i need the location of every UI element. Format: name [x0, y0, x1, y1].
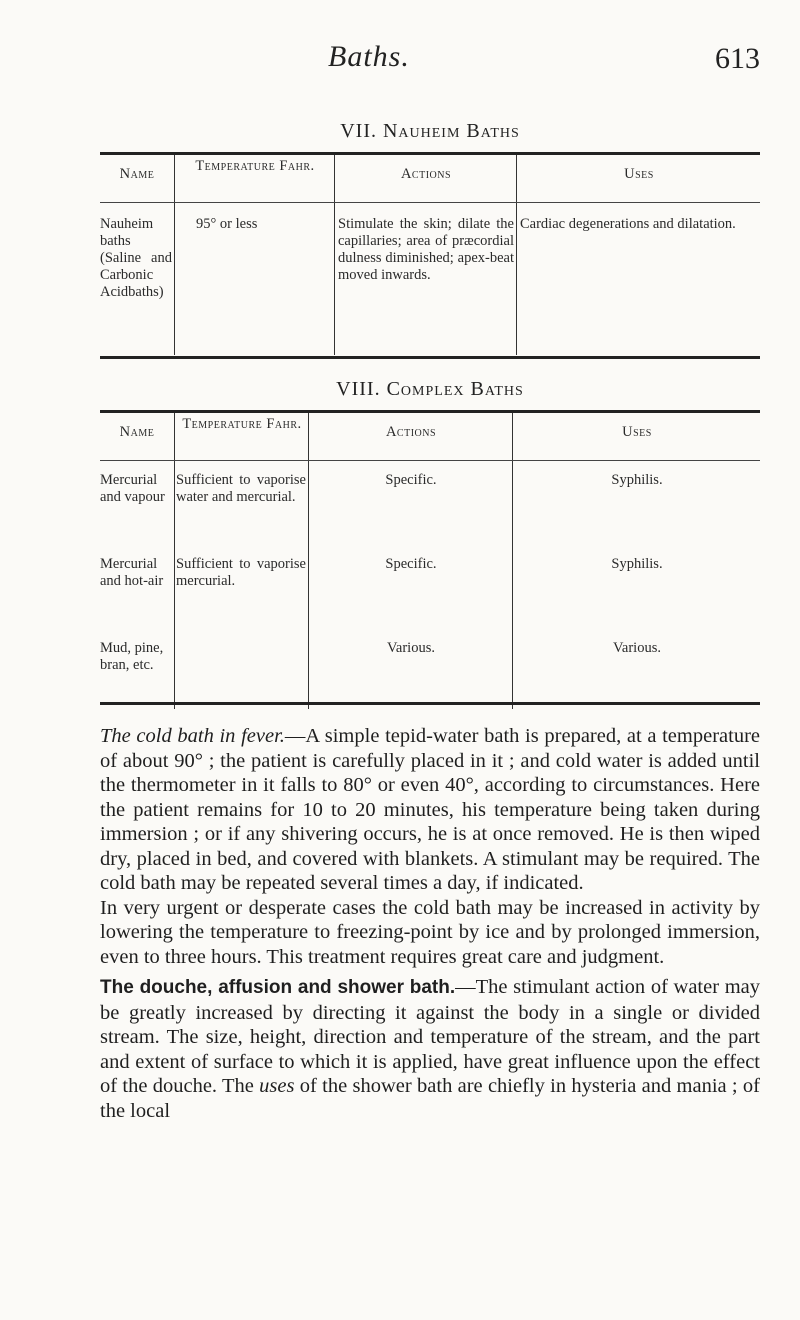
col-header-actions: Actions: [400, 166, 452, 182]
col-header-name: Name: [119, 424, 155, 440]
table-row-uses: Syphilis.: [611, 556, 663, 572]
table-row-actions: Specific.: [385, 472, 437, 488]
running-title: Baths.: [328, 40, 410, 73]
table-row-actions: Specific.: [385, 556, 437, 572]
row-actions: Stimulate the skin; dilate the capillaries; area of præcordial dulness diminished; apex-beat moved inwards.: [338, 216, 514, 283]
col-header-uses: Uses: [624, 166, 654, 182]
section-title-nauheim: VII. Nauheim Baths: [340, 120, 520, 142]
paragraph-text: —The stimulant action of water may be greatly increased by directing it against the body in a single or divided stream. The size, height, direction and temperature of the stream, and the part and extent of surface to which it is applied, have great influence upon the effect of the douche. The: [100, 976, 760, 1097]
table-row-actions: Various.: [387, 640, 435, 656]
paragraph-heading: The cold bath in fever.: [100, 725, 285, 747]
nauheim-table: [100, 152, 760, 362]
running-head: [100, 40, 760, 90]
col-header-actions: Actions: [385, 424, 437, 440]
table-top-rule: [100, 152, 760, 155]
table-row-name: Mercurial and vapour: [100, 472, 165, 505]
page-number: 613: [715, 42, 760, 75]
col-header-name: Name: [119, 166, 155, 182]
paragraph-douche: [100, 975, 760, 1123]
table-row-temperature: Sufficient to vaporise mercurial.: [176, 556, 306, 589]
emphasis-uses: uses: [259, 1075, 295, 1097]
col-header-temperature: Temperature Fahr.: [182, 416, 302, 432]
row-name: Nauheim baths (Saline and Carbonic Acidbaths): [100, 216, 172, 300]
paragraph-urgent-cases: [100, 896, 760, 970]
col-header-temperature: Temperature Fahr.: [195, 158, 315, 174]
section-title-complex: VIII. Complex Baths: [336, 378, 524, 400]
paragraph-text: —A simple tepid-water bath is prepared, at a temperature of about 90° ; the patient is carefully placed in it ; and cold water is added until the thermometer in it falls to 80° or even 40°, according to circumstances. Here the patient remains for 10 to 20 minutes, his temperature being taken during immersion ; or if any shivering occurs, he is at once removed. He is then wiped dry, placed in bed, and covered with blankets. A stimulant may be required. The cold bath may be repeated several times a day, if indicated.: [100, 725, 760, 894]
row-uses: Cardiac degenerations and dilatation.: [520, 216, 736, 232]
table-row-name: Mercurial and hot-air: [100, 556, 164, 589]
table-row-uses: Syphilis.: [611, 472, 663, 488]
paragraph-text: of the shower bath are chiefly in hysteria and mania ; of the local: [100, 1075, 760, 1122]
table-top-rule: [100, 410, 760, 413]
paragraph-text: In very urgent or desperate cases the cold bath may be increased in activity by lowering the temperature to freezing-point by ice and by prolonged immersion, even to three hours. This treatment requires great care and judgment.: [100, 896, 760, 968]
table-row-name: Mud, pine, bran, etc.: [100, 640, 164, 673]
paragraph-cold-bath-fever: [100, 724, 760, 896]
table-row-uses: Various.: [613, 640, 661, 656]
complex-baths-table: [100, 410, 760, 710]
table-row-temperature: Sufficient to vaporise water and mercurial.: [176, 472, 306, 505]
row-temperature: 95° or less: [196, 216, 258, 232]
col-header-uses: Uses: [622, 424, 652, 440]
body-text: [100, 724, 760, 1123]
paragraph-heading: The douche, affusion and shower bath.: [100, 977, 456, 998]
